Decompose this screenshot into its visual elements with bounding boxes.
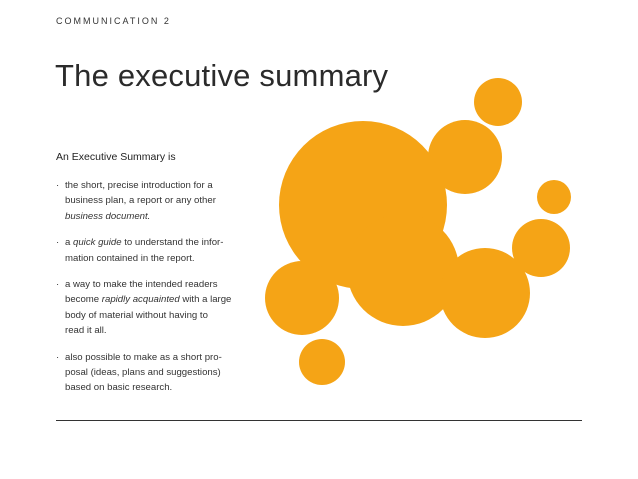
- circle-small-top: [474, 78, 522, 126]
- bottom-rule: [56, 420, 582, 421]
- circle-large-lower: [347, 214, 459, 326]
- bullet-text-2: a quick guide to understand the infor- mation contained in the report.: [65, 237, 224, 264]
- section-label: COMMUNICATION 2: [56, 16, 171, 26]
- circle-tiny: [537, 180, 571, 214]
- page-title: The executive summary: [55, 58, 389, 93]
- circle-right-small: [512, 219, 570, 277]
- bullet-item-1: · the short, precise introduction for a business plan, a report or any other business document.: [56, 180, 216, 222]
- circle-left: [265, 261, 339, 335]
- bullet-item-3: · a way to make the intended readers become rapidly acquainted with a large body of material without having to read it all.: [56, 279, 232, 337]
- bullet-text-1: the short, precise introduction for a business plan, a report or any other business document.: [65, 180, 216, 222]
- bullet-item-2: · a quick guide to understand the infor- mation contained in the report.: [56, 237, 224, 264]
- bullet-item-4: · also possible to make as a short pro- posal (ideas, plans and suggestions) based on basic research.: [56, 351, 222, 394]
- circle-bottom: [299, 339, 345, 385]
- intro-text: An Executive Summary is: [56, 151, 176, 163]
- bullet-text-4: also possible to make as a short pro- posal (ideas, plans and suggestions) based on basic research.: [65, 351, 222, 394]
- circle-group: [265, 78, 571, 385]
- bullet-text-3: a way to make the intended readers become rapidly acquainted with a large body of material without having to read it all.: [65, 279, 232, 337]
